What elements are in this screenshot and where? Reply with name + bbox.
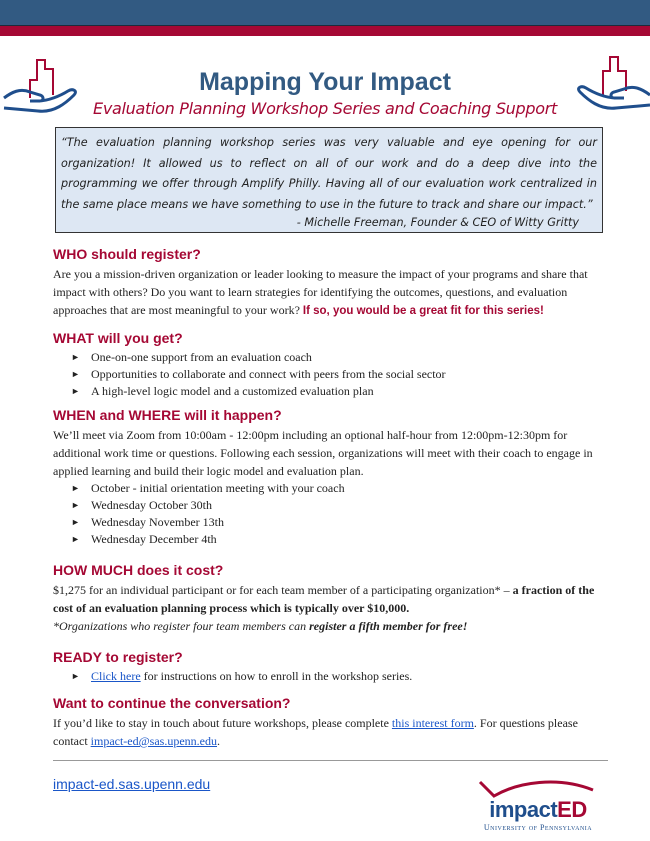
what-heading: WHAT will you get?: [53, 330, 183, 346]
cost-note: [53, 617, 613, 635]
continue-text: . For questions please contact: [53, 716, 578, 748]
bullet-icon: ►: [71, 386, 80, 396]
continue-section: [53, 695, 613, 750]
university-name: University of Pennsylvania: [483, 823, 593, 832]
list-item-text: Opportunities to collaborate and connect with peers from the social sector: [91, 367, 446, 381]
when-section: [53, 407, 613, 548]
click-here-link[interactable]: Click here: [91, 669, 141, 683]
list-item: [71, 514, 613, 531]
email-link[interactable]: impact-ed@sas.upenn.edu: [90, 734, 218, 748]
bullet-icon: ►: [71, 352, 80, 362]
who-highlight: If so, you would be a great fit for this series!: [302, 305, 544, 317]
website-link[interactable]: impact-ed.sas.upenn.edu: [53, 776, 211, 792]
page-subtitle: Evaluation Planning Workshop Series and Coaching Support: [93, 99, 557, 118]
continue-body: [53, 714, 613, 750]
who-section: [53, 246, 613, 320]
cost-bold: a fraction of the cost of an evaluation planning process which is typically over $10,000.: [53, 583, 595, 615]
ready-section: [53, 649, 613, 685]
quote-text: “The evaluation planning workshop series was very valuable and eye opening for our organization! It allowed us to reflect on all of our work and do a deep dive into the programming we offer through Amplify Philly. Having all of our evaluation work centralized in the same place means we have something to use in the future to track and share our impact.”: [61, 136, 597, 211]
bullet-icon: ►: [71, 534, 80, 544]
list-item-text: Wednesday December 4th: [91, 532, 217, 546]
page-title: Mapping Your Impact: [199, 68, 451, 96]
testimonial-quote: [55, 127, 603, 233]
list-item-text: One-on-one support from an evaluation coach: [91, 350, 312, 364]
brand-name: [478, 797, 598, 823]
list-item-text: Wednesday November 13th: [91, 515, 224, 529]
who-text: Are you a mission-driven organization or leader looking to measure the impact of your programs and share that impact with others? Do you want to learn strategies for identifying the outcomes, questions, and evaluation approaches that are most meaningful to your work?: [53, 267, 588, 317]
who-body: [53, 265, 613, 320]
list-item: [71, 383, 613, 400]
bullet-icon: ►: [71, 500, 80, 510]
brand-name-b: ED: [557, 797, 587, 822]
top-banner: [0, 0, 650, 25]
cost-section: [53, 562, 613, 635]
ready-text: for instructions on how to enroll in the workshop series.: [140, 669, 413, 683]
list-item-text: Wednesday October 30th: [91, 498, 212, 512]
continue-heading: Want to continue the conversation?: [53, 695, 291, 711]
cost-note-bold: register a fifth member for free!: [309, 619, 468, 633]
when-body: We’ll meet via Zoom from 10:00am - 12:00pm including an optional half-hour from 12:00pm-12:30pm for additional work time or questions. Following each session, organizations will meet with their coach to engage in applied learning and build their logic model and evaluation plan.: [53, 428, 593, 478]
continue-text: .: [217, 734, 221, 748]
brand-name-a: impact: [489, 797, 558, 822]
cost-text: $1,275 for an individual participant or for each team member of a participating organization* –: [53, 583, 513, 597]
what-section: [53, 330, 613, 400]
list-item: [71, 668, 613, 685]
list-item: [71, 497, 613, 514]
list-item-text: A high-level logic model and a customized evaluation plan: [91, 384, 374, 398]
divider: [53, 760, 608, 761]
accent-banner: [0, 25, 650, 36]
cost-body: [53, 581, 613, 617]
bullet-icon: ►: [71, 369, 80, 379]
list-item: [71, 349, 613, 366]
who-heading: WHO should register?: [53, 246, 201, 262]
list-item: [71, 480, 613, 497]
bullet-icon: ►: [71, 483, 80, 493]
interest-form-link[interactable]: this interest form: [391, 716, 474, 730]
bullet-icon: ►: [71, 517, 80, 527]
list-item: [71, 366, 613, 383]
when-heading: WHEN and WHERE will it happen?: [53, 407, 282, 423]
quote-attribution: - Michelle Freeman, Founder & CEO of Witty Gritty: [296, 216, 579, 229]
list-item: [71, 531, 613, 548]
continue-text: If you’d like to stay in touch about future workshops, please complete: [53, 716, 392, 730]
list-item-text: October - initial orientation meeting with your coach: [91, 481, 345, 495]
ready-heading: READY to register?: [53, 649, 183, 665]
cost-heading: HOW MUCH does it cost?: [53, 562, 224, 578]
impacted-logo: [478, 776, 598, 832]
cost-note-text: *Organizations who register four team members can: [53, 619, 310, 633]
checkmark-swoosh-icon: [478, 776, 598, 798]
bullet-icon: ►: [71, 671, 80, 681]
